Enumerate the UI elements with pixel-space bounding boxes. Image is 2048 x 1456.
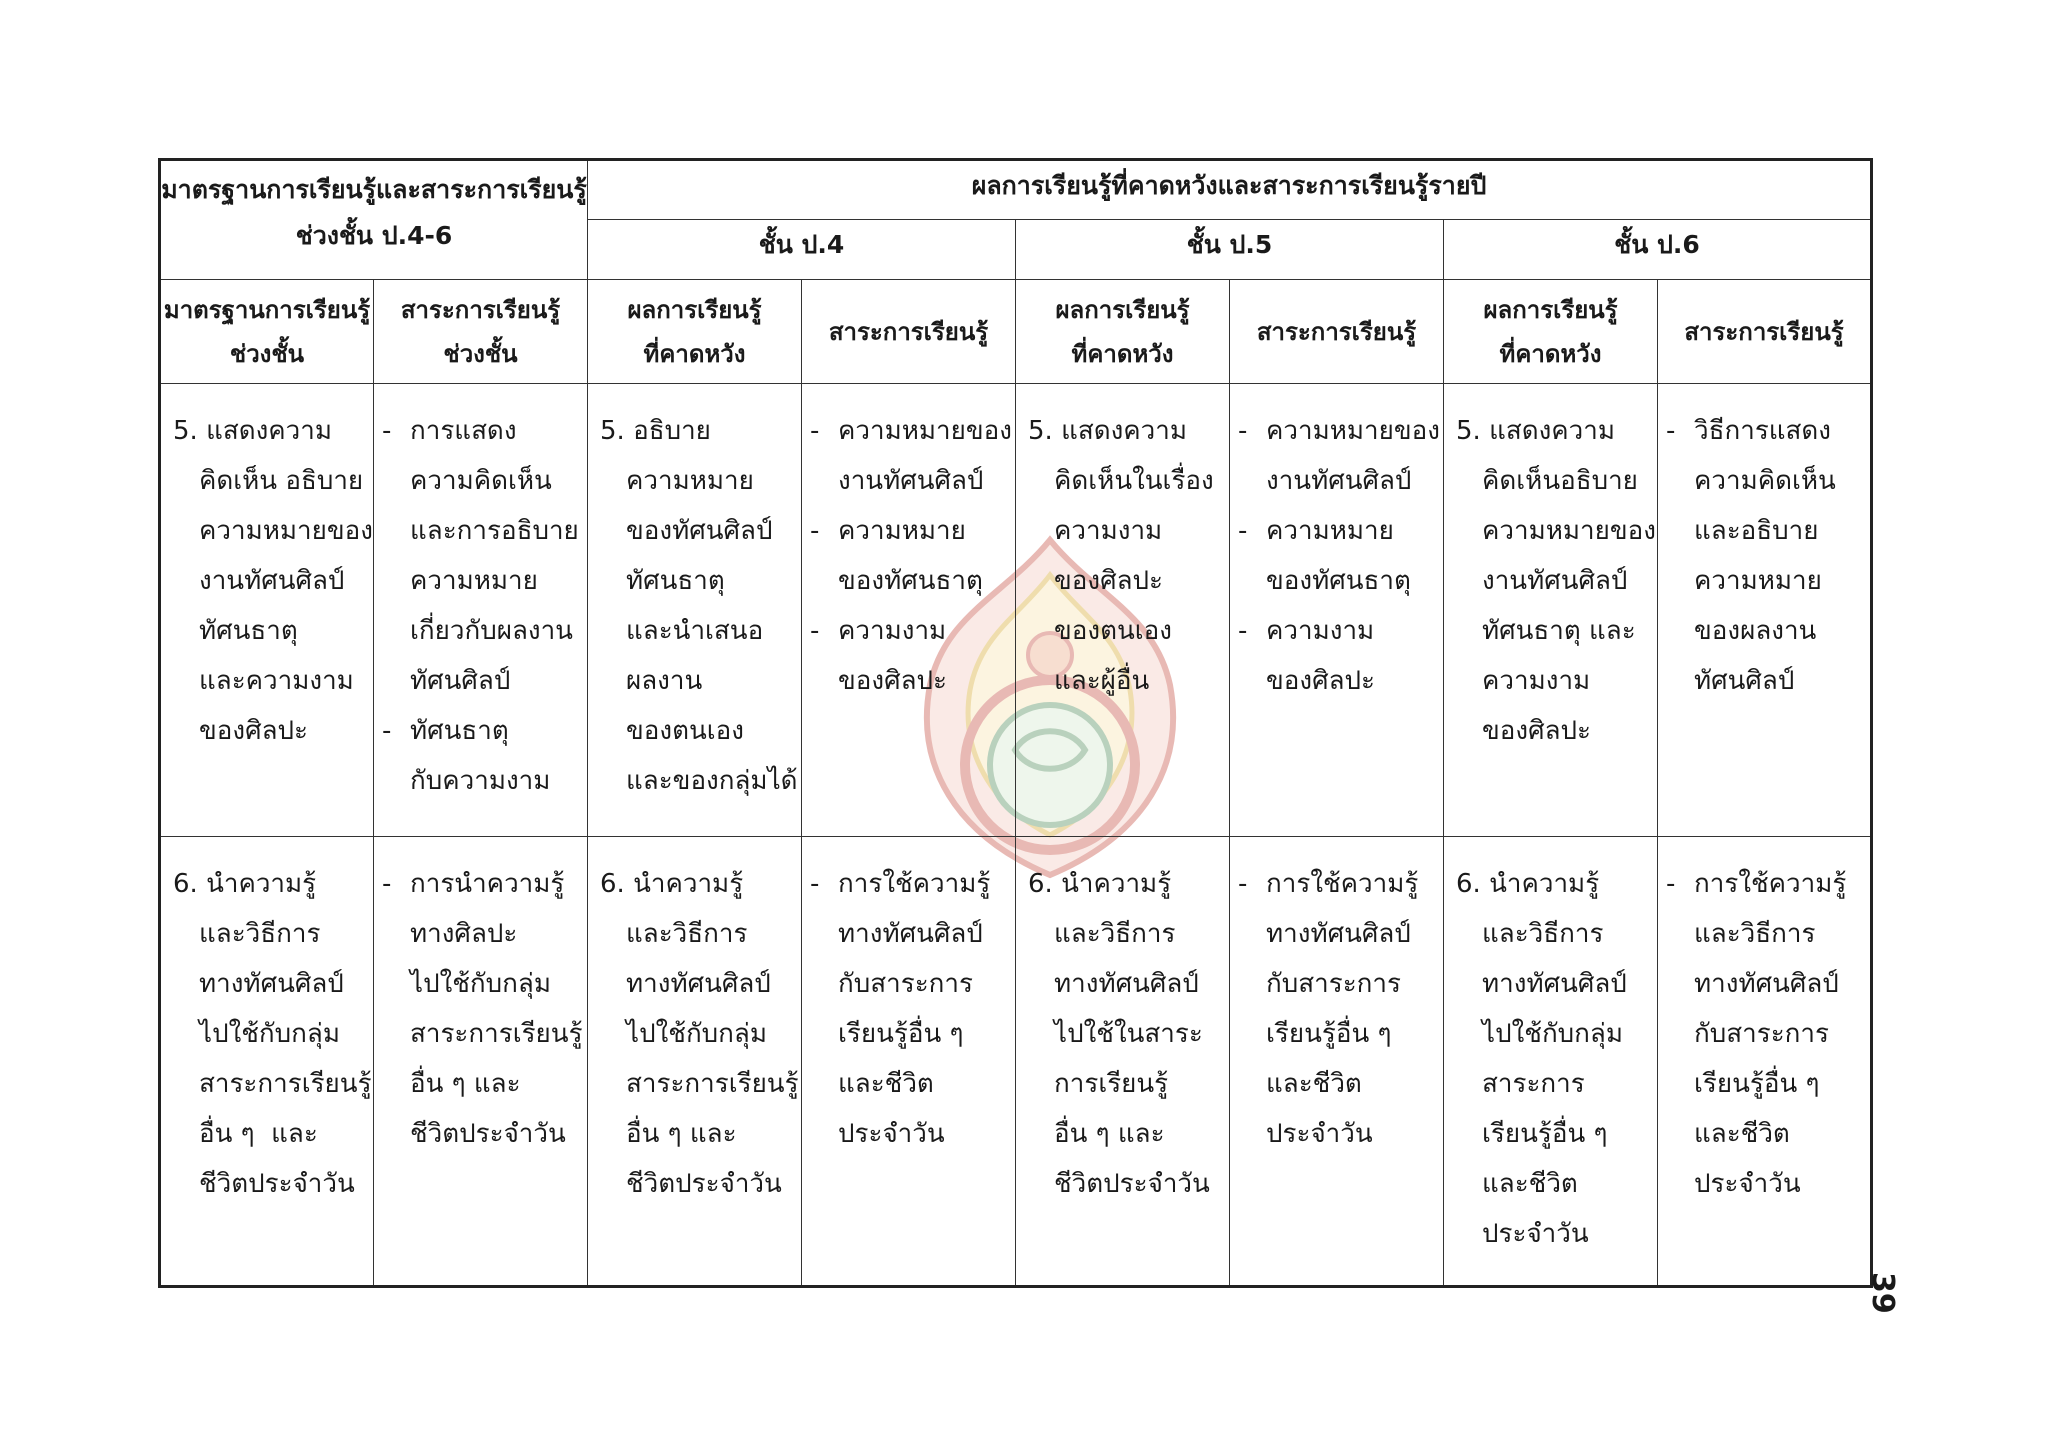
bullet-text: ความหมายของ — [1266, 416, 1440, 446]
text-line: และวิธีการ — [199, 919, 321, 949]
bullet-text: เรียนรู้อื่น ๆ — [1266, 1019, 1392, 1049]
text-line: อื่น ๆ และ — [1054, 1119, 1165, 1149]
bullet-dash — [1238, 1009, 1266, 1059]
text-line: 5. แสดงความ — [1028, 416, 1188, 446]
bullet-dash — [382, 556, 410, 606]
text-line: สาระการเรียนรู้ — [626, 1069, 799, 1099]
bullet-text: การแสดง — [410, 416, 517, 446]
bullet-dash — [382, 909, 410, 959]
text-line: 5. แสดงความ — [1456, 416, 1616, 446]
bullet-text: ทางทัศนศิลป์ — [1694, 969, 1839, 999]
cell-content — [374, 384, 588, 837]
bullet-text: ความหมายของ — [838, 416, 1012, 446]
text-line: และวิธีการ — [626, 919, 748, 949]
bullet-dash — [1666, 606, 1694, 656]
cell-std — [160, 837, 374, 1287]
bullet-dash — [1666, 1059, 1694, 1109]
text-line: ไปใช้กับกลุ่ม — [1482, 1019, 1623, 1049]
bullet-line — [382, 456, 579, 506]
bullet-text: กับสาระการ — [838, 969, 973, 999]
bullet-dash: - — [1666, 416, 1676, 446]
header-standards-title — [160, 160, 588, 280]
subheader-p5-outcome — [1016, 280, 1230, 384]
bullet-text: ความคิดเห็น — [410, 466, 552, 496]
text-line: ความงาม — [1054, 516, 1163, 546]
text-line: และความงาม — [199, 666, 354, 696]
bullet-dash — [1666, 1109, 1694, 1159]
bullet-dash — [382, 656, 410, 706]
text-line: 5. แสดงความ — [173, 416, 333, 446]
text-line: สาระการ — [1482, 1069, 1585, 1099]
bullet-text: เรียนรู้อื่น ๆ — [838, 1019, 964, 1049]
text-line: และนำเสนอ — [626, 616, 764, 646]
text-line: ของศิลปะ — [199, 716, 308, 746]
bullet-line — [1666, 1109, 1862, 1159]
bullet-dash — [1238, 556, 1266, 606]
bullet-line — [1666, 909, 1862, 959]
bullet-line — [382, 606, 579, 656]
bullet-line — [382, 506, 579, 556]
bullet-text: และชีวิต — [1694, 1119, 1790, 1149]
subheader-p6-content: สาระการเรียนรู้ — [1658, 280, 1872, 384]
bullet-text: งานทัศนศิลป์ — [838, 466, 984, 496]
text-line: ทางทัศนศิลป์ — [1054, 969, 1199, 999]
text-line: การเรียนรู้ — [1054, 1069, 1169, 1099]
text-line: ชีวิตประจำวัน — [626, 1169, 782, 1199]
bullet-line — [382, 1059, 579, 1109]
bullet-dash — [1666, 1009, 1694, 1059]
bullet-text: ทัศนศิลป์ — [1694, 666, 1795, 696]
bullet-line — [1666, 1009, 1862, 1059]
text-line: และวิธีการ — [1054, 919, 1176, 949]
text-line: 5. อธิบาย — [600, 416, 711, 446]
text-line: สาระการเรียนรู้ — [199, 1069, 372, 1099]
bullet-text: ไปใช้กับกลุ่ม — [410, 969, 551, 999]
bullet-text: การใช้ความรู้ — [1694, 869, 1847, 899]
bullet-dash: - — [810, 869, 820, 899]
bullet-dash — [382, 1109, 410, 1159]
bullet-text: การใช้ความรู้ — [1266, 869, 1419, 899]
cell-p4-outcome — [588, 384, 802, 837]
bullet-line — [810, 556, 1007, 606]
text-line: ทัศนธาตุ — [626, 566, 725, 596]
bullet-line — [810, 406, 1012, 456]
bullet-dash — [810, 1059, 838, 1109]
text-line: 6. นำความรู้ — [600, 869, 744, 899]
text-line: อื่น ๆ และ — [626, 1119, 737, 1149]
bullet-text: ความงาม — [838, 616, 947, 646]
text-line: คิดเห็นอธิบาย — [1482, 466, 1638, 496]
text-line: ทางทัศนศิลป์ — [199, 969, 344, 999]
bullet-text: การนำความรู้ — [410, 869, 565, 899]
bullet-text: ของผลงาน — [1694, 616, 1817, 646]
cell-p4-content — [802, 384, 1016, 837]
bullet-dash — [1666, 1159, 1694, 1209]
subheader-content-line1: สาระการเรียนรู้ — [400, 295, 561, 324]
bullet-text: เรียนรู้อื่น ๆ — [1694, 1069, 1820, 1099]
bullet-line — [382, 859, 579, 909]
bullet-text: และอธิบาย — [1694, 516, 1819, 546]
bullet-dash — [1238, 1059, 1266, 1109]
subheader-outcome-line1: ผลการเรียนรู้ — [627, 295, 762, 324]
bullet-text: ทัศนศิลป์ — [410, 666, 511, 696]
text-line: คิดเห็นในเรื่อง — [1054, 466, 1214, 496]
text-line: ของทัศนศิลป์ — [626, 516, 773, 546]
table-row — [160, 837, 1872, 1287]
subheader-outcome-line2: ที่คาดหวัง — [643, 339, 746, 368]
bullet-dash: - — [1238, 869, 1248, 899]
bullet-text: ความงาม — [1266, 616, 1375, 646]
subheader-outcome-line1: ผลการเรียนรู้ — [1483, 295, 1618, 324]
bullet-text: และวิธีการ — [1694, 919, 1816, 949]
bullet-dash: - — [810, 416, 820, 446]
bullet-dash — [1238, 656, 1266, 706]
bullet-text: ประจำวัน — [838, 1119, 945, 1149]
bullet-line — [1666, 506, 1862, 556]
bullet-dash — [810, 656, 838, 706]
bullet-line — [810, 859, 1007, 909]
bullet-text: ความหมาย — [838, 516, 966, 546]
bullet-dash — [382, 606, 410, 656]
bullet-dash: - — [1238, 616, 1248, 646]
bullet-dash — [1238, 1109, 1266, 1159]
bullet-line — [382, 909, 579, 959]
header-standards-line2: ช่วงชั้น ป.4-6 — [295, 221, 453, 250]
bullet-dash — [1238, 909, 1266, 959]
text-line: อื่น ๆ และ — [199, 1119, 318, 1149]
bullet-text: ของศิลปะ — [838, 666, 948, 696]
bullet-line — [810, 909, 1007, 959]
text-line: 6. นำความรู้ — [1456, 869, 1600, 899]
text-line: ไปใช้ในสาระ — [1054, 1019, 1203, 1049]
cell-p6-content — [1658, 384, 1872, 837]
cell-content — [374, 837, 588, 1287]
bullet-text: กับความงาม — [410, 766, 551, 796]
bullet-dash: - — [1238, 416, 1248, 446]
subheader-content — [374, 280, 588, 384]
bullet-dash — [1666, 909, 1694, 959]
bullet-line — [810, 456, 1007, 506]
text-line: 6. นำความรู้ — [173, 869, 317, 899]
bullet-line — [382, 706, 579, 756]
subheader-standard — [160, 280, 374, 384]
bullet-line — [382, 1009, 583, 1059]
bullet-line — [382, 656, 579, 706]
bullet-line — [810, 1109, 1007, 1159]
text-line: และชีวิต — [1482, 1169, 1578, 1199]
cell-p4-content — [802, 837, 1016, 1287]
bullet-dash — [1666, 656, 1694, 706]
header-yearly-title: ผลการเรียนรู้ที่คาดหวังและสาระการเรียนรู้รายปี — [588, 160, 1872, 220]
bullet-dash — [810, 456, 838, 506]
bullet-dash — [1238, 456, 1266, 506]
text-line: ความงาม — [1482, 666, 1591, 696]
bullet-text: อื่น ๆ และ — [410, 1069, 521, 1099]
text-line: ทัศนธาตุ — [199, 616, 298, 646]
bullet-dash — [1666, 959, 1694, 1009]
text-line: 6. นำความรู้ — [1028, 869, 1172, 899]
text-line: ความหมาย — [626, 466, 754, 496]
text-line: ไปใช้กับกลุ่ม — [626, 1019, 767, 1049]
bullet-dash — [810, 959, 838, 1009]
cell-p6-content — [1658, 837, 1872, 1287]
text-line: ของศิลปะ — [1054, 566, 1164, 596]
bullet-line — [382, 1109, 579, 1159]
bullet-dash: - — [810, 516, 820, 546]
bullet-line — [1238, 909, 1435, 959]
table-row — [160, 384, 1872, 837]
bullet-text: ความหมาย — [1266, 516, 1394, 546]
bullet-dash — [810, 1009, 838, 1059]
bullet-dash: - — [810, 616, 820, 646]
text-line: ผลงาน — [626, 666, 703, 696]
bullet-text: ทางศิลปะ — [410, 919, 518, 949]
bullet-text: ประจำวัน — [1694, 1169, 1801, 1199]
bullet-line — [810, 959, 1007, 1009]
bullet-text: กับสาระการ — [1266, 969, 1401, 999]
bullet-line — [1238, 656, 1435, 706]
text-line: ของตนเอง — [626, 716, 744, 746]
bullet-text: วิธีการแสดง — [1694, 416, 1831, 446]
bullet-line — [1238, 959, 1435, 1009]
bullet-text: และชีวิต — [838, 1069, 934, 1099]
bullet-text: ทางทัศนศิลป์ — [838, 919, 983, 949]
subheader-outcome-line2: ที่คาดหวัง — [1499, 339, 1602, 368]
bullet-dash — [382, 1009, 410, 1059]
bullet-line — [1666, 1159, 1862, 1209]
header-standards-line1: มาตรฐานการเรียนรู้และสาระการเรียนรู้ — [161, 175, 587, 204]
cell-p5-content — [1230, 384, 1444, 837]
text-line: ชีวิตประจำวัน — [199, 1169, 355, 1199]
bullet-line — [1666, 959, 1862, 1009]
bullet-line — [1666, 656, 1862, 706]
subheader-p4-outcome — [588, 280, 802, 384]
bullet-text: ของทัศนธาตุ — [838, 566, 983, 596]
bullet-line — [1238, 1059, 1435, 1109]
bullet-text: กับสาระการ — [1694, 1019, 1829, 1049]
bullet-line — [382, 406, 579, 456]
bullet-dash — [810, 556, 838, 606]
text-line: ทางทัศนศิลป์ — [1482, 969, 1627, 999]
bullet-dash — [382, 456, 410, 506]
bullet-dash — [1238, 959, 1266, 1009]
bullet-line — [1666, 859, 1862, 909]
subheader-p6-outcome — [1444, 280, 1658, 384]
text-line: ของตนเอง — [1054, 616, 1172, 646]
page-number: 39 — [1865, 1272, 1900, 1314]
bullet-line — [1238, 859, 1435, 909]
bullet-dash — [382, 506, 410, 556]
bullet-text: ความหมาย — [1694, 566, 1822, 596]
bullet-line — [1238, 406, 1440, 456]
bullet-line — [1666, 1059, 1862, 1109]
bullet-line — [1238, 1109, 1435, 1159]
subheader-outcome-line1: ผลการเรียนรู้ — [1055, 295, 1190, 324]
bullet-dash — [1666, 456, 1694, 506]
subheader-p4-content: สาระการเรียนรู้ — [802, 280, 1016, 384]
header-grade6: ชั้น ป.6 — [1444, 220, 1872, 280]
text-line: งานทัศนศิลป์ — [1482, 566, 1628, 596]
subheader-content-line2: ช่วงชั้น — [443, 339, 518, 368]
bullet-line — [1666, 406, 1862, 456]
bullet-text: เกี่ยวกับผลงาน — [410, 616, 573, 646]
bullet-text: ของศิลปะ — [1266, 666, 1376, 696]
bullet-dash — [1666, 556, 1694, 606]
bullet-text: ความคิดเห็น — [1694, 466, 1836, 496]
bullet-text: ความหมาย — [410, 566, 538, 596]
text-line: ประจำวัน — [1482, 1219, 1589, 1249]
bullet-text: ของทัศนธาตุ — [1266, 566, 1411, 596]
cell-p6-outcome — [1444, 384, 1658, 837]
bullet-text: และชีวิต — [1266, 1069, 1362, 1099]
cell-p5-outcome — [1016, 837, 1230, 1287]
text-line: คิดเห็น อธิบาย — [199, 466, 364, 496]
bullet-dash — [382, 959, 410, 1009]
cell-std — [160, 384, 374, 837]
text-line: ไปใช้กับกลุ่ม — [199, 1019, 340, 1049]
text-line: ชีวิตประจำวัน — [1054, 1169, 1210, 1199]
subheader-outcome-line2: ที่คาดหวัง — [1071, 339, 1174, 368]
text-line: ทัศนธาตุ และ — [1482, 616, 1636, 646]
text-line: และผู้อื่น — [1054, 666, 1150, 696]
bullet-dash: - — [1238, 516, 1248, 546]
bullet-line — [1238, 506, 1435, 556]
bullet-text: การใช้ความรู้ — [838, 869, 991, 899]
text-line: เรียนรู้อื่น ๆ — [1482, 1119, 1608, 1149]
bullet-text: และการอธิบาย — [410, 516, 579, 546]
bullet-line — [1238, 456, 1435, 506]
text-line: ความหมายของ — [1482, 516, 1656, 546]
curriculum-table — [158, 158, 1873, 1288]
cell-p4-outcome — [588, 837, 802, 1287]
bullet-dash — [382, 1059, 410, 1109]
bullet-line — [382, 556, 579, 606]
bullet-line — [1666, 456, 1862, 506]
header-grade5: ชั้น ป.5 — [1016, 220, 1444, 280]
bullet-line — [382, 959, 579, 1009]
bullet-dash: - — [382, 869, 392, 899]
text-line: และวิธีการ — [1482, 919, 1604, 949]
bullet-dash: - — [382, 716, 392, 746]
text-line: ทางทัศนศิลป์ — [626, 969, 771, 999]
bullet-line — [1238, 556, 1435, 606]
bullet-line — [1238, 606, 1435, 656]
bullet-line — [810, 606, 1007, 656]
cell-p5-outcome — [1016, 384, 1230, 837]
cell-p6-outcome — [1444, 837, 1658, 1287]
bullet-text: งานทัศนศิลป์ — [1266, 466, 1412, 496]
bullet-dash: - — [382, 416, 392, 446]
bullet-text: สาระการเรียนรู้ — [410, 1019, 583, 1049]
text-line: และของกลุ่มได้ — [626, 766, 798, 796]
subheader-standard-line1: มาตรฐานการเรียนรู้ — [163, 295, 371, 324]
bullet-line — [810, 656, 1007, 706]
bullet-line — [1238, 1009, 1435, 1059]
text-line: งานทัศนศิลป์ — [199, 566, 345, 596]
bullet-dash — [382, 756, 410, 806]
bullet-line — [810, 506, 1007, 556]
bullet-line — [1666, 606, 1862, 656]
bullet-text: ทัศนธาตุ — [410, 716, 509, 746]
bullet-line — [1666, 556, 1862, 606]
subheader-p5-content: สาระการเรียนรู้ — [1230, 280, 1444, 384]
bullet-line — [810, 1059, 1007, 1109]
bullet-text: ชีวิตประจำวัน — [410, 1119, 566, 1149]
text-line: ของศิลปะ — [1482, 716, 1592, 746]
subheader-standard-line2: ช่วงชั้น — [229, 339, 305, 368]
bullet-line — [382, 756, 579, 806]
bullet-line — [810, 1009, 1007, 1059]
bullet-text: ประจำวัน — [1266, 1119, 1373, 1149]
bullet-text: ทางทัศนศิลป์ — [1266, 919, 1411, 949]
bullet-dash: - — [1666, 869, 1676, 899]
cell-p5-content — [1230, 837, 1444, 1287]
header-grade4: ชั้น ป.4 — [588, 220, 1016, 280]
bullet-dash — [810, 1109, 838, 1159]
text-line: ความหมายของ — [199, 516, 373, 546]
bullet-dash — [1666, 506, 1694, 556]
bullet-dash — [810, 909, 838, 959]
